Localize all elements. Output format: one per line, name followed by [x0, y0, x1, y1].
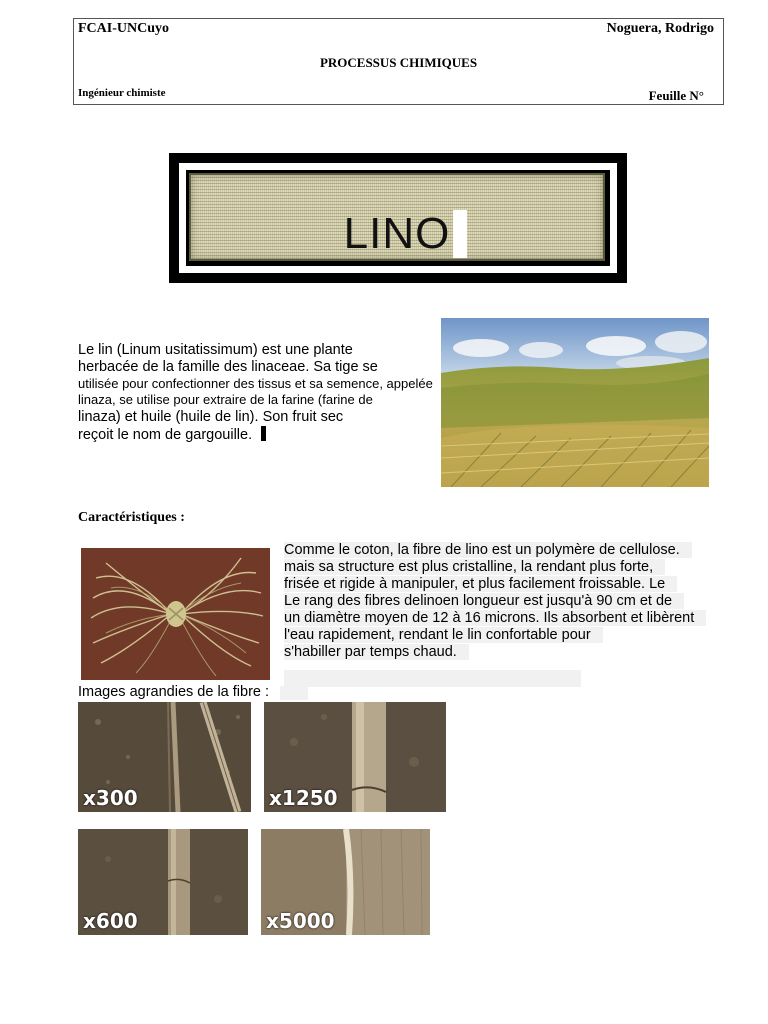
intro-line: linaza, se utilise pour extraire de la farine (farine de — [78, 392, 373, 408]
course-title: PROCESSUS CHIMIQUES — [319, 55, 478, 70]
page-title: LINO — [343, 209, 451, 258]
magnification-tag: x1250 — [269, 786, 338, 810]
text-cursor — [453, 210, 467, 258]
intro-line: utilisée pour confectionner des tissus et sa semence, appelée — [78, 375, 433, 391]
magnification-tag: x300 — [83, 786, 138, 810]
characteristics-line: un diamètre moyen de 12 à 16 microns. Ils absorbent et libèrent — [284, 610, 706, 626]
intro-line: herbacée de la famille des linaceae. Sa tige se — [78, 358, 378, 375]
sem-image-x300 — [78, 702, 251, 812]
intro-paragraph — [78, 342, 448, 444]
characteristics-line: Comme le coton, la fibre de lino est un polymère de cellulose. — [284, 542, 692, 558]
characteristics-line: l'eau rapidement, rendant le lin confortable pour — [284, 627, 603, 643]
magnified-images-label: Images agrandies de la fibre : — [78, 684, 270, 700]
characteristics-line: mais sa structure est plus cristalline, la rendant plus forte, — [284, 559, 665, 575]
intro-line: Le lin (Linum usitatissimum) est une plante — [78, 342, 353, 358]
characteristics-paragraph — [284, 542, 724, 661]
document-header — [73, 18, 724, 105]
characteristics-line: Le rang des fibres delinoen longueur est jusqu'à 90 cm et de — [284, 593, 684, 609]
empty-highlight-line — [280, 686, 308, 700]
sheet-number-label: Feuille N° — [648, 88, 704, 103]
characteristics-line: frisée et rigide à manipuler, et plus facilement froissable. Le — [284, 576, 677, 592]
intro-line: linaza) et huile (huile de lin). Son fruit sec — [78, 409, 344, 426]
empty-highlight-line — [284, 670, 581, 687]
magnification-tag: x600 — [83, 909, 138, 933]
flax-field-photo — [441, 318, 709, 487]
sem-image-x600 — [78, 829, 248, 935]
institution-name: FCAI-UNCuyo — [78, 21, 169, 36]
characteristics-heading: Caractéristiques : — [78, 510, 185, 525]
magnification-tag: x5000 — [266, 909, 335, 933]
sem-image-x1250 — [264, 702, 446, 812]
title-banner — [169, 153, 627, 283]
intro-line: reçoit le nom de gargouille. — [78, 426, 253, 443]
text-cursor — [261, 426, 266, 441]
author-name: Noguera, Rodrigo — [606, 21, 714, 36]
author-role: Ingénieur chimiste — [78, 87, 166, 99]
burlap-texture — [189, 173, 605, 261]
sem-image-x5000 — [261, 829, 430, 935]
characteristics-line: s'habiller par temps chaud. — [284, 644, 469, 660]
flax-fiber-bundle-photo — [81, 548, 270, 680]
